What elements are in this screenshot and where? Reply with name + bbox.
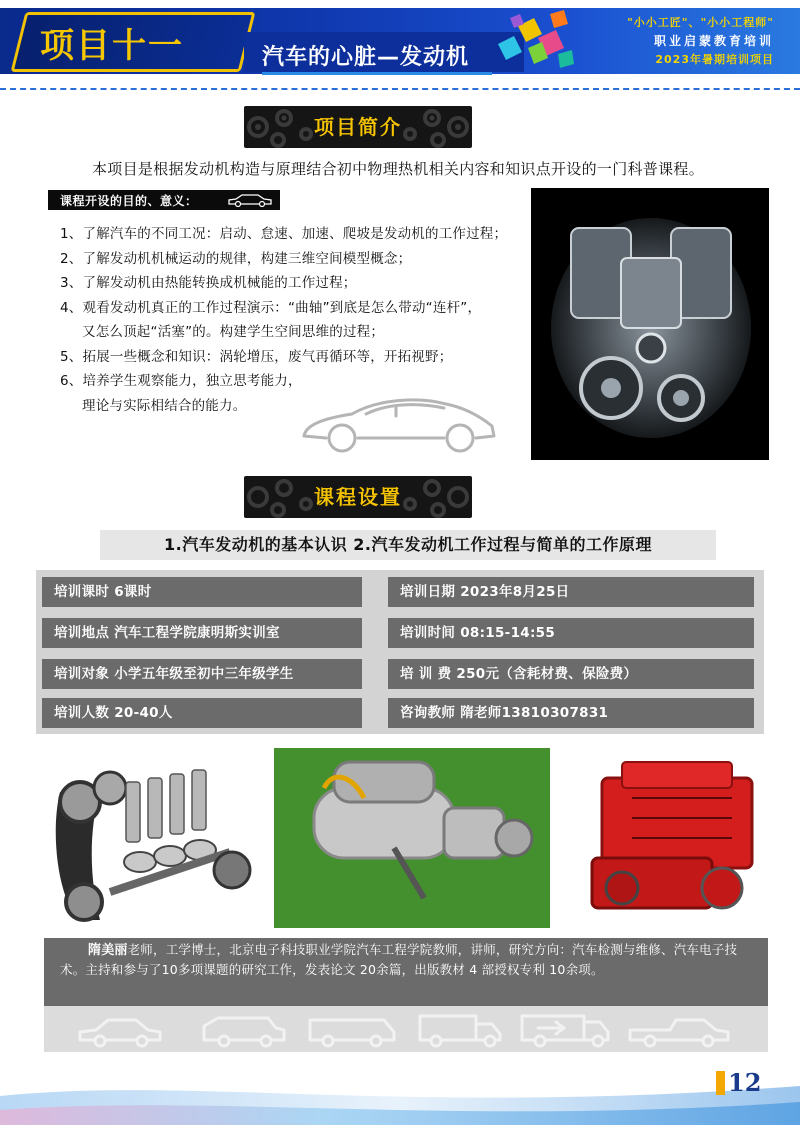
purpose-item: 2、了解发动机机械运动的规律，构建三维空间模型概念；	[60, 250, 412, 267]
header-slogan	[564, 14, 774, 67]
purpose-item: 6、培养学生观察能力，独立思考能力， 理论与实际相结合的能力。	[60, 373, 302, 414]
info-date: 培训日期 2023年8月25日	[388, 577, 754, 607]
page-number-badge	[716, 1068, 764, 1098]
teacher-name: 隋美丽	[88, 943, 128, 958]
info-hours: 培训课时 6课时	[42, 577, 362, 607]
intro-text: 本项目是根据发动机构造与原理结合初中物理热机相关内容和知识点开设的一门科普课程。	[92, 160, 705, 178]
purpose-item: 3、了解发动机由热能转换成机械能的工作过程；	[60, 275, 357, 291]
info-fee: 培 训 费 250元（含耗材费、保险费）	[388, 659, 754, 689]
slogan-line-1: "小小工匠"、"小小工程师"	[627, 16, 774, 29]
footer-wave	[0, 1066, 800, 1125]
section-title-intro	[244, 106, 472, 148]
page-number-accent	[716, 1071, 725, 1095]
vehicle-icon-strip	[44, 1006, 768, 1052]
info-target: 培训对象 小学五年级至初中三年级学生	[42, 659, 362, 689]
purpose-tag-label: 课程开设的目的、意义：	[60, 194, 198, 208]
section-heading: 项目简介	[314, 115, 402, 139]
purpose-list	[60, 222, 540, 418]
header-dashed-divider	[0, 88, 800, 90]
info-count: 培训人数 20-40人	[42, 698, 362, 728]
training-info-table	[36, 570, 764, 734]
starter-motor-photo	[274, 748, 550, 928]
car-icon	[226, 193, 274, 207]
purpose-tag	[48, 190, 280, 210]
title-underline	[262, 72, 492, 75]
red-diesel-engine-photo	[572, 748, 772, 928]
info-contact: 咨询教师 隋老师13810307831	[388, 698, 754, 728]
slogan-line-3: 2023年暑期培训项目	[655, 53, 774, 66]
purpose-item: 4、观看发动机真正的工作过程演示：“曲轴”到底是怎么带动“连杆”， 又怎么顶起“活塞”的。构建学生空间思维的过程；	[60, 299, 482, 340]
page-number: 12	[728, 1068, 762, 1097]
page-title: 汽车的心脏—发动机	[262, 45, 470, 70]
section-title-course	[244, 476, 472, 518]
page-header	[0, 0, 800, 92]
car-sketch-icon	[296, 392, 500, 456]
project-number: 项目十一	[40, 26, 184, 66]
purpose-item: 1、了解汽车的不同工况：启动、怠速、加速、爬坡是发动机的工作过程；	[60, 226, 508, 242]
timing-belt-engine-photo	[40, 752, 252, 928]
info-location: 培训地点 汽车工程学院康明斯实训室	[42, 618, 362, 648]
slogan-line-2: 职业启蒙教育培训	[653, 34, 774, 48]
purpose-item: 5、拓展一些概念和知识：涡轮增压，废气再循环等，开拓视野；	[60, 348, 453, 365]
teacher-bio	[44, 938, 768, 1006]
info-time: 培训时间 08:15-14:55	[388, 618, 754, 648]
section-heading: 课程设置	[314, 485, 402, 509]
course-subtitle: 1.汽车发动机的基本认识 2.汽车发动机工作过程与简单的工作原理	[100, 530, 716, 560]
engine-photo	[531, 188, 769, 460]
teacher-bio-text: 老师，工学博士，北京电子科技职业学院汽车工程学院教师，讲师，研究方向：汽车检测与维修、汽车电子技术。主持和参与了10多项课题的研究工作，发表论文 20余篇，出版教材 4 部授权专利 10余项。	[60, 942, 738, 977]
